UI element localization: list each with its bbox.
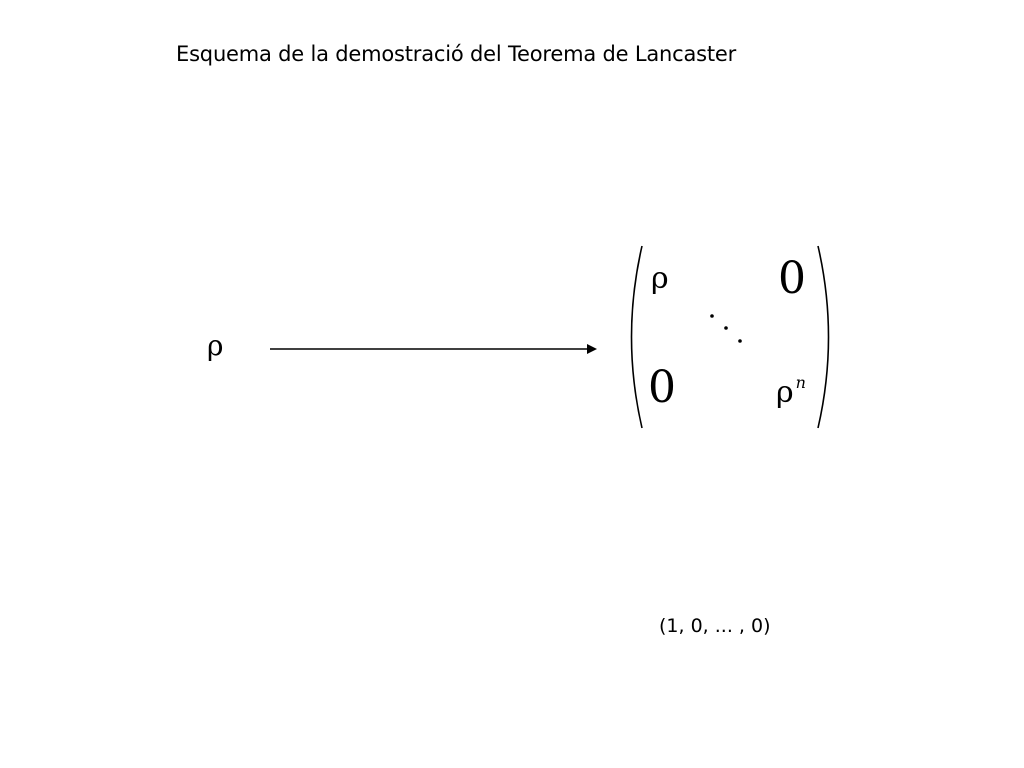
matrix-entry-bottom-right — [776, 373, 806, 410]
right-arrow-icon — [270, 341, 600, 357]
matrix-entry-top-right: 0 — [778, 253, 806, 304]
source-rho-symbol: ρ — [207, 329, 224, 362]
left-parenthesis — [618, 244, 648, 430]
matrix-entry-top-left: ρ — [651, 261, 669, 296]
matrix-entry-bottom-right-exponent: n — [795, 373, 806, 392]
right-parenthesis — [812, 244, 842, 430]
matrix-entry-bottom-left: 0 — [648, 362, 676, 413]
matrix-entry-bottom-right-base: ρ — [776, 375, 794, 410]
diagonal-ellipsis-icon — [706, 310, 746, 348]
slide-title: Esquema de la demostració del Teorema de Lancaster — [176, 42, 737, 66]
unit-vector-label: (1, 0, ... , 0) — [659, 615, 771, 637]
